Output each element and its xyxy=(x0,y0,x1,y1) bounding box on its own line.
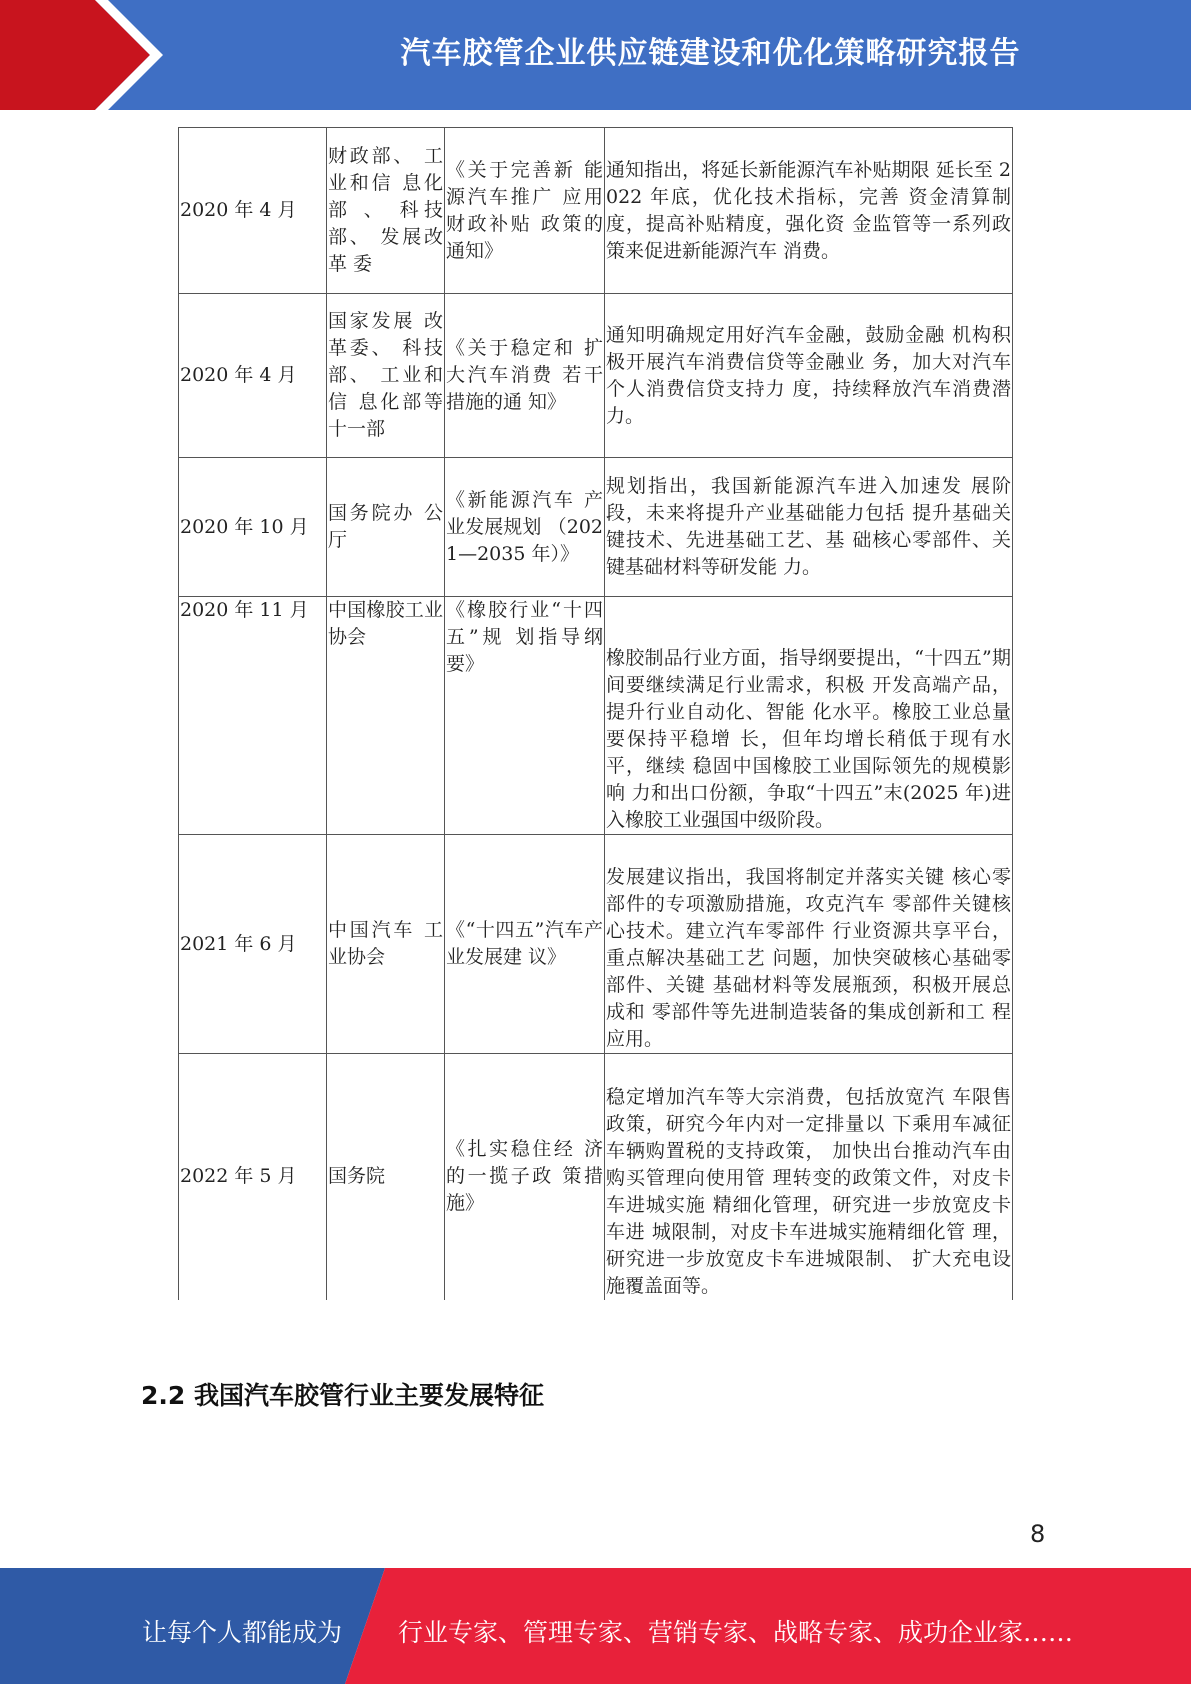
policy-table xyxy=(178,127,1013,1300)
report-title: 汽车胶管企业供应链建设和优化策略研究报告 xyxy=(400,36,1021,71)
issuer-cell: 中国汽车 工业协会 xyxy=(327,835,445,1054)
table-row xyxy=(179,1054,1013,1300)
document-cell: 《“十四五”汽车产业发展建 议》 xyxy=(445,835,605,1054)
document-cell: 《关于稳定和 扩大汽车消费 若干措施的通 知》 xyxy=(445,294,605,458)
content-cell: 橡胶制品行业方面，指导纲要提出，“十四五”期间要继续满足行业需求，积极 开发高端产品，提升行业自动化、智能 化水平。橡胶工业总量要保持平稳增 长，但年均增长稍低于现有水平，继续 稳固中国橡胶工业国际领先的规模影响 力和出口份额，争取“十四五”末(2025 年)进入橡胶工业强国中级阶段。 xyxy=(605,597,1013,835)
date-cell: 2022 年 5 月 xyxy=(179,1054,327,1300)
page-footer xyxy=(0,1568,1191,1684)
date-cell: 2020 年 4 月 xyxy=(179,128,327,294)
table-row xyxy=(179,294,1013,458)
document-cell: 《新能源汽车 产业发展规划 （2021—2035 年）》 xyxy=(445,458,605,597)
footer-slogan-right: 行业专家、管理专家、营销专家、战略专家、成功企业家…… xyxy=(398,1618,1074,1647)
issuer-cell: 财政部、 工业和信 息化部 、 科技部、 发展改革 委 xyxy=(327,128,445,294)
content-cell: 发展建议指出，我国将制定并落实关键 核心零部件的专项激励措施，攻克汽车 零部件关键核心技术。建立汽车零部件 行业资源共享平台，重点解决基础工艺 问题，加快突破核心基础零部件、关键 基础材料等发展瓶颈，积极开展总成和 零部件等先进制造装备的集成创新和工 程应用。 xyxy=(605,835,1013,1054)
section-heading: 2.2 我国汽车胶管行业主要发展特征 xyxy=(141,1381,544,1410)
header-red-arrow xyxy=(0,0,150,110)
footer-slogan-left: 让每个人都能成为 xyxy=(142,1618,343,1647)
issuer-cell: 国务院 xyxy=(327,1054,445,1300)
date-cell: 2020 年 10 月 xyxy=(179,458,327,597)
content-cell: 通知明确规定用好汽车金融，鼓励金融 机构积极开展汽车消费信贷等金融业 务，加大对汽车个人消费信贷支持力 度，持续释放汽车消费潜力。 xyxy=(605,294,1013,458)
page-header xyxy=(0,0,1191,110)
table-row xyxy=(179,128,1013,294)
date-cell: 2021 年 6 月 xyxy=(179,835,327,1054)
date-cell: 2020 年 11 月 xyxy=(179,597,327,835)
content-cell: 通知指出，将延长新能源汽车补贴期限 延长至 2022 年底，优化技术指标，完善 资金清算制度，提高补贴精度，强化资 金监管等一系列政策来促进新能源汽车 消费。 xyxy=(605,128,1013,294)
table-row xyxy=(179,597,1013,835)
table-row xyxy=(179,835,1013,1054)
document-cell: 《橡胶行业“十四五”规 划指导纲要》 xyxy=(445,597,605,835)
page-number: 8 xyxy=(1030,1520,1046,1548)
date-cell: 2020 年 4 月 xyxy=(179,294,327,458)
issuer-cell: 国家发展 改革委、 科技部、 工业和信 息化部等 十一部 xyxy=(327,294,445,458)
table-row xyxy=(179,458,1013,597)
issuer-cell: 中国橡胶工业协会 xyxy=(327,597,445,835)
content-cell: 稳定增加汽车等大宗消费，包括放宽汽 车限售政策，研究今年内对一定排量以 下乘用车减征车辆购置税的支持政策， 加快出台推动汽车由购买管理向使用管 理转变的政策文件，对皮卡车进城实施 精细化管理，研究进一步放宽皮卡车进 城限制，对皮卡车进城实施精细化管 理，研究进一步放宽皮卡车进城限制、 扩大充电设施覆盖面等。 xyxy=(605,1054,1013,1300)
content-cell: 规划指出，我国新能源汽车进入加速发 展阶段，未来将提升产业基础能力包括 提升基础关键技术、先进基础工艺、基 础核心零部件、关键基础材料等研发能 力。 xyxy=(605,458,1013,597)
issuer-cell: 国务院办 公厅 xyxy=(327,458,445,597)
document-cell: 《扎实稳住经 济的一揽子政 策措施》 xyxy=(445,1054,605,1300)
document-cell: 《关于完善新 能源汽车推广 应用财政补贴 政策的通知》 xyxy=(445,128,605,294)
